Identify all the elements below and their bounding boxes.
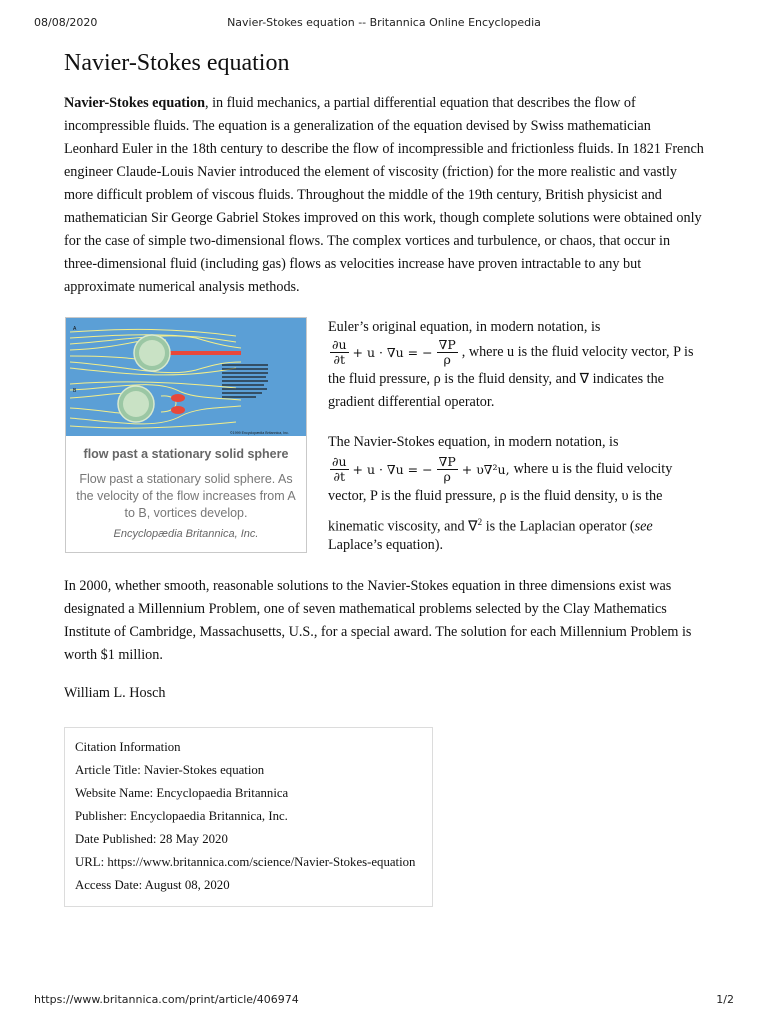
intro-paragraph <box>64 92 704 299</box>
navier-after: where u is the fluid velocity <box>513 460 673 477</box>
euler-intro: Euler’s original equation, in modern notation, is <box>328 319 601 335</box>
label-b: B <box>73 388 77 394</box>
print-date: 08/08/2020 <box>34 16 98 29</box>
navier-mid: + u · ∇u = − <box>352 461 433 477</box>
navier-num-2: ∇P <box>438 453 456 469</box>
navier-equation <box>328 454 672 484</box>
navier-extra: + υ∇²u, <box>461 461 510 477</box>
article-title: Navier-Stokes equation <box>64 50 290 76</box>
citation-box <box>64 727 433 907</box>
citation-website: Website Name: Encyclopaedia Britannica <box>75 786 289 800</box>
euler-frac-1 <box>330 338 349 367</box>
laplace-link[interactable]: Laplace’s equation). <box>328 537 444 553</box>
intro-text: , in fluid mechanics, a partial differential equation that describes the flow of incompressible fluids. The equation is a generalization of the equation devised by Swiss mathematician Leonhard Euler in the 18th century to describe the flow of incompressible and frictionless fluids. In 1821 French engineer Claude-Louis Navier introduced the element of viscosity (friction) for the more realistic and vastly more difficult problem of viscous fluids. Throughout the middle of the 19th century, British physicist and mathematician Sir George Gabriel Stokes improved on this work, though complete solutions were obtained only for the case of simple two-dimensional flows. The complex vortices and turbulence, or chaos, that occur in three-dimensional fluid (including gas) flows as velocities increase have proven intractable to any but approximate numerical analysis methods. <box>64 95 704 295</box>
figure-credit: Encyclopædia Britannica, Inc. <box>113 528 259 540</box>
citation-publisher: Publisher: Encyclopaedia Britannica, Inc. <box>75 809 288 823</box>
image-credit: ©1999 Encyclopædia Britannica, Inc. <box>230 431 289 435</box>
intro-term: Navier-Stokes equation <box>64 95 205 111</box>
figure-caption-text: Flow past a stationary solid sphere. As the velocity of the flow increases from A to B, vortices develop. <box>76 472 296 520</box>
citation-article-title: Article Title: Navier-Stokes equation <box>75 763 265 777</box>
citation-heading: Citation Information <box>75 740 181 754</box>
navier-num-1: ∂u <box>332 453 347 469</box>
figure-inset-text-block <box>222 364 268 398</box>
figure-caption-title: flow past a stationary solid sphere <box>83 447 289 461</box>
navier-frac-1 <box>330 455 349 484</box>
print-header <box>34 16 734 30</box>
citation-date-published: Date Published: 28 May 2020 <box>75 832 228 846</box>
navier-line-3-b: is the Laplacian operator ( <box>482 518 635 535</box>
navier-frac-2 <box>437 455 458 484</box>
navier-den-2: ρ <box>443 468 451 484</box>
euler-den-2: ρ <box>443 351 451 367</box>
citation-access-date: Access Date: August 08, 2020 <box>75 878 230 892</box>
author: William L. Hosch <box>64 685 166 701</box>
flow-diagram-image[interactable] <box>66 318 306 436</box>
citation-url[interactable]: URL: https://www.britannica.com/science/Navier-Stokes-equation <box>75 855 416 869</box>
euler-equation <box>328 337 694 367</box>
euler-mid: + u · ∇u = − <box>352 344 433 360</box>
euler-num-2: ∇P <box>438 336 456 352</box>
label-a: A <box>73 326 77 332</box>
euler-line-3: gradient differential operator. <box>328 394 495 410</box>
euler-line-2: the fluid pressure, ρ is the fluid density, and ∇ indicates the <box>328 371 664 387</box>
print-footer <box>34 993 734 1007</box>
navier-line-3-a: kinematic viscosity, and ∇ <box>328 518 478 535</box>
page-number: 1/2 <box>716 993 734 1006</box>
navier-line-2: vector, P is the fluid pressure, ρ is the fluid density, υ is the <box>328 488 663 504</box>
euler-num-1: ∂u <box>332 336 347 352</box>
print-url[interactable]: https://www.britannica.com/print/article/406974 <box>34 993 299 1006</box>
figure-flow-past-sphere[interactable] <box>65 317 307 553</box>
navier-intro: The Navier-Stokes equation, in modern notation, is <box>328 434 619 450</box>
navier-line-3-sup: 2 <box>477 517 483 527</box>
millennium-paragraph: In 2000, whether smooth, reasonable solutions to the Navier-Stokes equation in three dimensions exist was designated a Millennium Problem, one of seven mathematical problems selected by the Clay Mathematics Institute of Cambridge, Massachusetts, U.S., for a special award. The solution for each Millennium Problem is worth $1 million. <box>64 578 692 663</box>
see-link[interactable]: see <box>634 518 653 535</box>
print-page-title: Navier-Stokes equation -- Britannica Online Encyclopedia <box>227 16 541 29</box>
euler-den-1: ∂t <box>333 351 345 367</box>
euler-frac-2 <box>437 338 458 367</box>
euler-after: , where u is the fluid velocity vector, P is <box>461 343 694 360</box>
navier-den-1: ∂t <box>333 468 345 484</box>
